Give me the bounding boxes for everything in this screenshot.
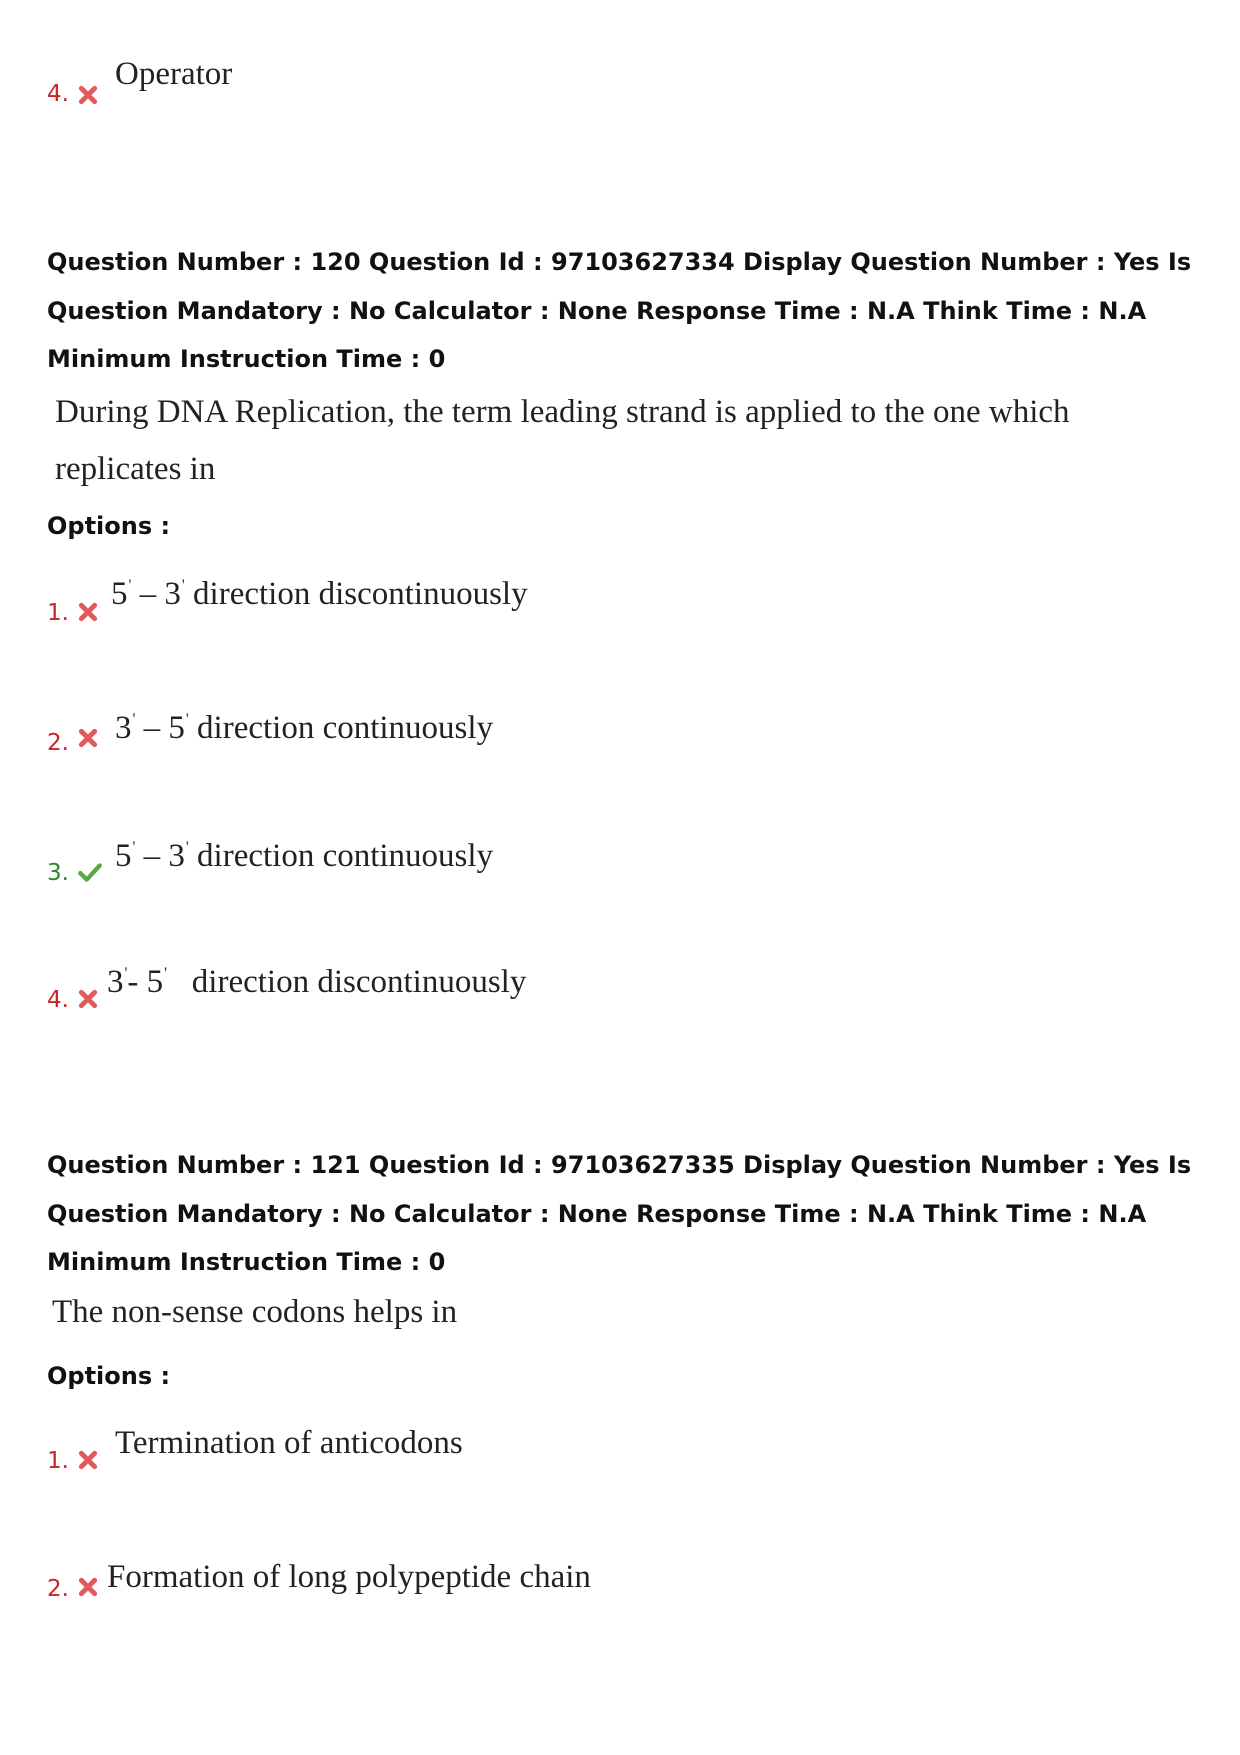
option-separator: - — [127, 964, 147, 1000]
option-row — [47, 1561, 591, 1601]
question-text — [55, 384, 1155, 498]
option-number: 2. — [47, 1576, 69, 1602]
option-text: 5' – 3' direction discontinuously — [111, 576, 528, 612]
option-number: 1. — [47, 600, 69, 626]
option-term: 3 — [107, 964, 124, 1000]
option-term: 5 — [146, 964, 164, 1000]
option-text: Formation of long polypeptide chain — [107, 1559, 591, 1595]
option-separator: – — [135, 838, 169, 874]
option-term: 5 — [168, 710, 185, 746]
option-row — [47, 578, 528, 625]
question-text-line: During DNA Replication, the term leading strand is applied to the one which — [55, 394, 1070, 430]
cross-icon — [77, 727, 99, 749]
options-label: Options : — [47, 512, 171, 540]
cross-icon — [77, 1449, 99, 1471]
option-separator: – — [135, 710, 169, 746]
option-direction: direction continuously — [197, 710, 494, 746]
option-direction: direction discontinuously — [193, 576, 528, 612]
question-text: The non-sense codons helps in — [52, 1294, 458, 1330]
option-direction: direction discontinuously — [191, 964, 527, 1000]
option-row — [47, 966, 526, 1012]
question-text-line: replicates in — [55, 451, 216, 487]
option-term: 3 — [168, 838, 185, 874]
option-number: 2. — [47, 730, 69, 756]
option-term: 5 — [115, 838, 132, 874]
option-separator: – — [131, 576, 165, 612]
option-text: 3'- 5' direction discontinuously — [107, 964, 527, 1000]
option-text: Operator — [115, 56, 233, 92]
option-term: 3 — [115, 710, 132, 746]
question-header: Question Number : 120 Question Id : 97103627334 Display Question Number : Yes Is Question Mandatory : No Calculator : None Response Time : N.A Think Time : N.A Minimum Instruction Time : 0 — [47, 248, 1192, 373]
check-icon — [77, 860, 103, 884]
option-row — [47, 840, 493, 885]
option-text: 5' – 3' direction continuously — [115, 838, 494, 874]
options-label: Options : — [47, 1362, 171, 1390]
option-number: 4. — [47, 987, 69, 1013]
option-number: 4. — [47, 81, 69, 107]
option-number: 3. — [47, 860, 69, 886]
option-row — [47, 1427, 463, 1473]
option-direction: direction continuously — [197, 838, 494, 874]
option-row — [47, 712, 493, 755]
cross-icon — [77, 84, 99, 106]
option-term: 3 — [164, 576, 181, 612]
cross-icon — [77, 601, 99, 623]
option-text: 3' – 5' direction continuously — [115, 710, 494, 746]
cross-icon — [77, 1576, 99, 1598]
option-row — [47, 58, 232, 106]
question-header: Question Number : 121 Question Id : 97103627335 Display Question Number : Yes Is Question Mandatory : No Calculator : None Response Time : N.A Think Time : N.A Minimum Instruction Time : 0 — [47, 1151, 1192, 1276]
option-text: Termination of anticodons — [115, 1425, 463, 1461]
cross-icon — [77, 988, 99, 1010]
option-term: 5 — [111, 576, 128, 612]
option-number: 1. — [47, 1448, 69, 1474]
